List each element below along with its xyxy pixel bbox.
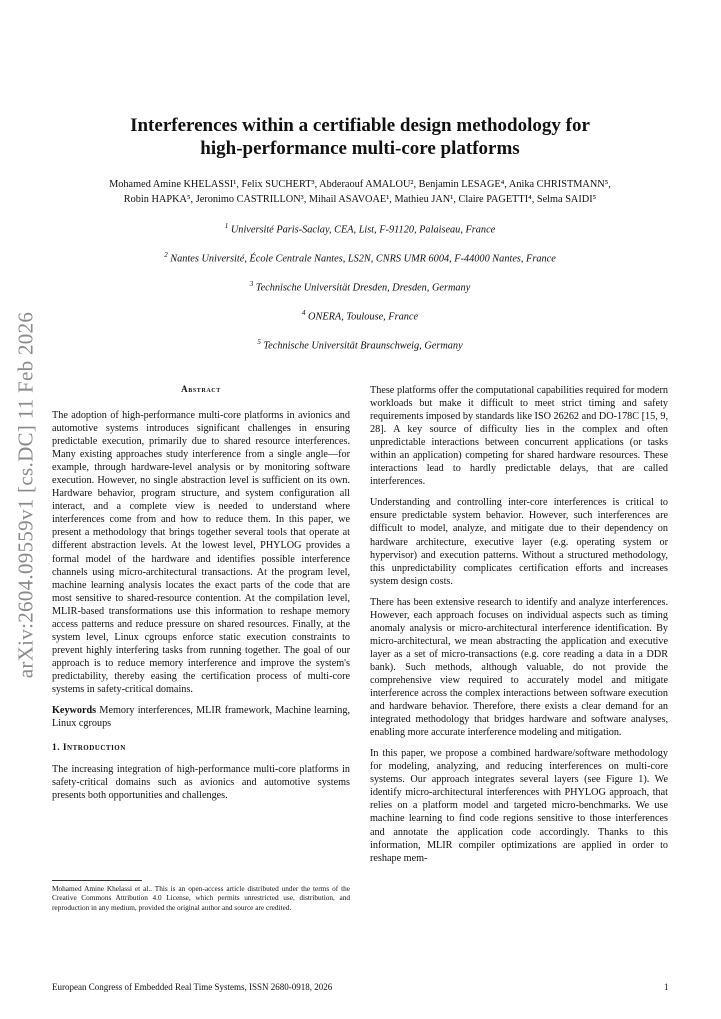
affiliation-number: 2	[164, 251, 168, 259]
arxiv-side-stamp	[6, 310, 46, 680]
affiliation-number: 1	[224, 222, 229, 230]
affiliation-text: ONERA, Toulouse, France	[308, 311, 419, 323]
title-line-2: high-performance multi-core platforms	[200, 138, 520, 159]
authors-line-1: Mohamed Amine KHELASSI¹, Felix SUCHERT³, Abderaouf AMALOU², Benjamin LESAGE⁴, Anika CHRISTMANN⁵,	[109, 179, 611, 190]
license-footnote: Mohamed Amine Khelassi et al.. This is an open-access article distributed under the terms of the Creative Commons Attribution 4.0 License, which permits unrestricted use, distribution, and reproduction in any medium, provided the original author and source are credited.	[52, 884, 350, 912]
affiliation-2	[52, 249, 668, 265]
affiliation-5	[52, 336, 668, 352]
affiliation-text: Nantes Université, École Centrale Nantes, LS2N, CNRS UMR 6004, F-44000 Nantes, France	[170, 253, 556, 265]
affiliation-text: Technische Universität Dresden, Dresden, Germany	[255, 282, 471, 294]
abstract-body: The adoption of high-performance multi-core platforms in avionics and automotive systems introduces significant challenges in ensuring predictable execution, primarily due to shared resource interferences. Many existing approaches study interference from a single angle—for example, through hardware-level analysis or by monitoring software execution. However, no single abstraction level is sufficient on its own. Hardware behavior, program structure, and system configuration all interact, and a complete view is needed to understand where interferences come from and how to reduce them. In this paper, we present a methodology that brings together several tools that operate at different abstraction levels. At the lowest level, PHYLOG provides a formal model of the hardware and identifies possible interference channels using micro-architectural transactions. At the program level, machine learning analysis locates the exact parts of the code that are most sensitive to shared-resource contention. At the compilation level, MLIR-based transformations use this information to reshape memory access patterns and reduce pressure on shared resources. Finally, at the system level, Linux cgroups enforce static execution constraints to prevent highly interfering tasks from running together. The goal of our approach is to reduce memory interference and improve the system's predictability, thereby easing the certification process of multi-core systems in safety-critical domains.	[52, 410, 350, 695]
page-footer: European Congress of Embedded Real Time Systems, ISSN 2680-0918, 2026	[52, 982, 333, 992]
left-column	[52, 409, 350, 810]
title-line-1: Interferences within a certifiable design methodology for	[130, 115, 590, 136]
affiliation-text: Université Paris-Saclay, CEA, List, F-91120, Palaiseau, France	[230, 224, 496, 236]
right-column	[370, 384, 668, 873]
arxiv-stamp-text: arXiv:2604.09559v1 [cs.DC] 11 Feb 2026	[13, 311, 38, 679]
keywords-label: Keywords	[52, 705, 97, 717]
affiliation-text: Technische Universität Braunschweig, Germany	[263, 340, 463, 352]
affiliation-3	[52, 278, 668, 294]
body-paragraph-1: These platforms offer the computational capabilities required for modern workloads but make it difficult to meet strict timing and safety requirements imposed by standards like ISO 26262 and DO-178C [15, 9, 28]. A key source of difficulty lies in the complex and often unpredictable interactions between concurrent applications (or tasks within an application) competing for shared hardware resources. These interactions lead to hardly predictable delays, that are called interferences.	[370, 385, 668, 488]
section-heading-introduction	[52, 742, 350, 755]
intro-heading-text: 1. Introduction	[52, 743, 126, 754]
affiliation-number: 5	[257, 338, 261, 346]
body-paragraph-2: Understanding and controlling inter-core interferences is critical to ensure predictable system behavior. However, such interferences are difficult to model, analyze, and mitigate due to their dependency on hardware architecture, executive layer (e.g. operating system or hypervisor) and execution patterns. Without a structured methodology, this unpredictability complicates certification efforts and increases system design costs.	[370, 497, 668, 587]
body-paragraph-3: There has been extensive research to identify and analyze interferences. However, each approach focuses on individual aspects such as timing anomaly analysis or micro-architectural interference identification. By micro-architectural, we mean abstracting the application and executive layer as a set of micro-transactions (e.g. core reading a data in a DDR bank). Such methods, although valuable, do not provide the comprehensive view required to accurately model and mitigate interference across the complex interactions between software execution and hardware behavior. Therefore, there exists a clear demand for an integrated methodology that bridges hardware and software analyses, enabling more accurate interference modeling and mitigation.	[370, 596, 668, 739]
abstract-heading	[52, 384, 350, 394]
intro-paragraph: The increasing integration of high-performance multi-core platforms in safety-critical domains such as avionics and automotive systems presents both opportunities and challenges.	[52, 764, 350, 802]
keywords-text: Memory interferences, MLIR framework, Machine learning, Linux cgroups	[52, 705, 350, 730]
author-list	[52, 177, 668, 207]
authors-line-2: Robin HAPKA⁵, Jeronimo CASTRILLON³, Mihail ASAVOAE¹, Mathieu JAN¹, Claire PAGETTI⁴, Selma SAIDI⁵	[123, 194, 597, 205]
footnote-rule	[52, 880, 142, 881]
keywords	[52, 704, 350, 730]
affiliation-1	[52, 220, 668, 236]
page-number: 1	[664, 982, 669, 992]
paper-title	[60, 114, 660, 160]
affiliation-number: 4	[301, 309, 306, 317]
abstract-heading-text: Abstract	[181, 384, 221, 394]
body-paragraph-4: In this paper, we propose a combined hardware/software methodology for modeling, analyzing, and reducing interferences on multi-core systems. Our approach integrates several layers (see Figure 1). We identify micro-architectural interferences with PHYLOG approach, that relies on a platform model and targeted micro-benchmarks. We use machine learning to find code regions sensitive to those interferences and annotate the application code accordingly. Thanks to this information, MLIR compiler optimizations are applied in order to reshape mem-	[370, 748, 668, 864]
affiliation-number: 3	[249, 280, 254, 288]
affiliation-4	[52, 307, 668, 323]
